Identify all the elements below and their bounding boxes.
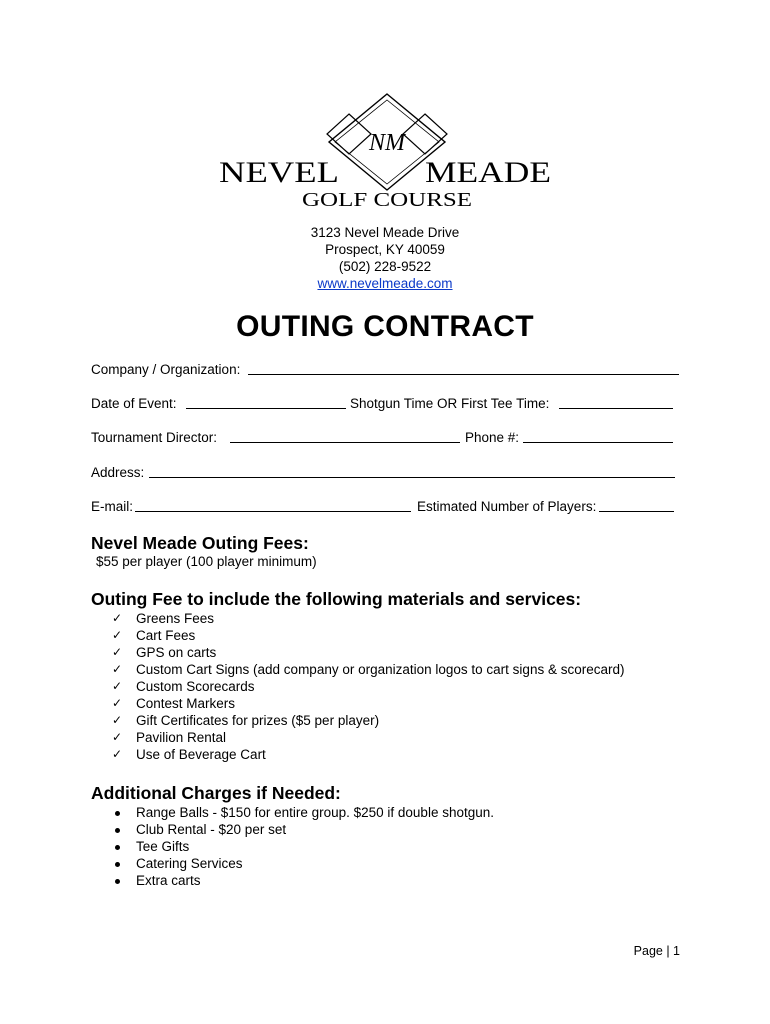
list-item: [110, 678, 624, 695]
logo-word-right: MEADE: [425, 156, 551, 189]
list-item-text: Tee Gifts: [136, 839, 190, 854]
list-item-text: Cart Fees: [136, 628, 196, 643]
list-item-text: Use of Beverage Cart: [136, 747, 266, 762]
company-field[interactable]: [248, 374, 679, 375]
list-item-text: Extra carts: [136, 873, 201, 888]
nevel-meade-logo: [217, 92, 553, 210]
additional-heading: Additional Charges if Needed:: [91, 783, 341, 803]
list-item-text: Catering Services: [136, 856, 243, 871]
page-title: OUTING CONTRACT: [236, 310, 534, 343]
list-item-text: Custom Cart Signs (add company or organization logos to cart signs & scorecard): [136, 662, 625, 677]
bullet-icon: [115, 811, 120, 816]
bullet-icon: [115, 845, 120, 850]
page-number: Page | 1: [633, 944, 680, 958]
checkmark-icon: ✓: [111, 611, 123, 625]
list-item: [110, 838, 494, 855]
email-field[interactable]: [135, 511, 411, 512]
address-street: 3123 Nevel Meade Drive: [310, 225, 460, 240]
list-item: [110, 610, 624, 627]
includes-heading: Outing Fee to include the following materials and services:: [91, 589, 582, 609]
list-item-text: Contest Markers: [136, 696, 236, 711]
phone-label: Phone #:: [465, 430, 520, 445]
date-field[interactable]: [186, 408, 346, 409]
address-label: Address:: [91, 465, 145, 480]
website-link[interactable]: www.nevelmeade.com: [317, 276, 453, 291]
list-item: [110, 661, 624, 678]
list-item-text: Gift Certificates for prizes ($5 per player): [136, 713, 380, 728]
company-label: Company / Organization:: [91, 362, 241, 377]
list-item: [110, 644, 624, 661]
players-label: Estimated Number of Players:: [417, 499, 597, 514]
list-item-text: Greens Fees: [136, 611, 215, 626]
shotgun-field[interactable]: [559, 408, 673, 409]
director-label: Tournament Director:: [91, 430, 218, 445]
list-item: [110, 627, 624, 644]
address-field[interactable]: [149, 477, 675, 478]
list-item-text: Custom Scorecards: [136, 679, 255, 694]
list-item: [110, 712, 624, 729]
diamond-logo-icon: [217, 92, 553, 210]
shotgun-label: Shotgun Time OR First Tee Time:: [350, 396, 550, 411]
logo-monogram: NM: [369, 130, 405, 156]
logo-word-left: NEVEL: [219, 156, 339, 189]
address-city: Prospect, KY 40059: [325, 242, 445, 257]
list-item: [110, 804, 494, 821]
bullet-icon: [115, 862, 120, 867]
email-label: E-mail:: [91, 499, 134, 514]
fees-price: $55 per player (100 player minimum): [96, 554, 317, 569]
director-field[interactable]: [230, 442, 460, 443]
checkmark-icon: ✓: [111, 713, 123, 727]
fees-heading: Nevel Meade Outing Fees:: [91, 533, 309, 553]
checkmark-icon: ✓: [111, 628, 123, 642]
checkmark-icon: ✓: [111, 696, 123, 710]
checkmark-icon: ✓: [111, 747, 123, 761]
checkmark-icon: ✓: [111, 662, 123, 676]
list-item: [110, 872, 494, 889]
list-item-text: Club Rental - $20 per set: [136, 822, 287, 837]
list-item: [110, 855, 494, 872]
list-item: [110, 746, 624, 763]
logo-subtitle: GOLF COURSE: [302, 189, 472, 210]
list-item-text: Pavilion Rental: [136, 730, 227, 745]
checkmark-icon: ✓: [111, 679, 123, 693]
list-item: [110, 729, 624, 746]
list-item-text: Range Balls - $150 for entire group. $250 if double shotgun.: [136, 805, 494, 820]
bullet-icon: [115, 879, 120, 884]
bullet-icon: [115, 828, 120, 833]
additional-list: [110, 804, 494, 889]
list-item: [110, 821, 494, 838]
date-label: Date of Event:: [91, 396, 177, 411]
list-item-text: GPS on carts: [136, 645, 217, 660]
checkmark-icon: ✓: [111, 730, 123, 744]
list-item: [110, 695, 624, 712]
players-field[interactable]: [599, 511, 674, 512]
checkmark-icon: ✓: [111, 645, 123, 659]
phone-field[interactable]: [523, 442, 673, 443]
address-phone: (502) 228-9522: [338, 259, 432, 274]
includes-list: [110, 610, 624, 763]
